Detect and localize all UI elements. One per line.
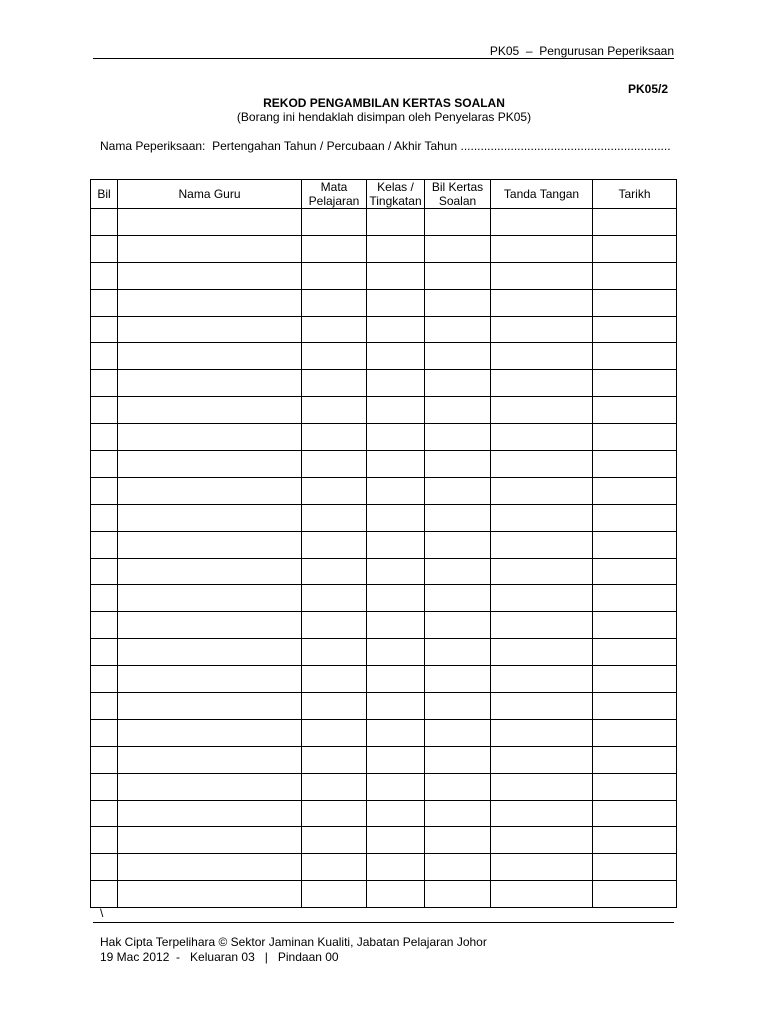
table-cell — [425, 424, 491, 451]
table-cell — [491, 800, 593, 827]
table-cell — [593, 585, 677, 612]
table-cell — [593, 451, 677, 478]
table-cell — [491, 719, 593, 746]
table-cell — [91, 316, 118, 343]
table-cell — [367, 343, 425, 370]
table-cell — [491, 370, 593, 397]
col-header-tanda-tangan — [491, 180, 593, 209]
table-cell — [425, 262, 491, 289]
table-cell — [425, 693, 491, 720]
table-cell — [491, 397, 593, 424]
table-cell — [491, 746, 593, 773]
table-cell — [367, 639, 425, 666]
table-cell — [91, 424, 118, 451]
table-cell — [491, 316, 593, 343]
table-cell — [118, 316, 302, 343]
table-cell — [118, 424, 302, 451]
table-cell — [118, 477, 302, 504]
table-cell — [491, 639, 593, 666]
table-row — [91, 370, 677, 397]
table-row — [91, 773, 677, 800]
table-row — [91, 504, 677, 531]
table-cell — [118, 800, 302, 827]
table-cell — [593, 289, 677, 316]
table-cell — [118, 235, 302, 262]
table-cell — [118, 451, 302, 478]
col-header-line: Kelas / — [377, 180, 414, 194]
table-row — [91, 343, 677, 370]
table-cell — [425, 235, 491, 262]
footer-release-info: 19 Mac 2012 - Keluaran 03 | Pindaan 00 — [100, 950, 339, 964]
table-cell — [118, 612, 302, 639]
table-cell — [118, 558, 302, 585]
table-cell — [593, 397, 677, 424]
table-cell — [425, 370, 491, 397]
table-cell — [425, 504, 491, 531]
table-cell — [91, 235, 118, 262]
table-cell — [491, 854, 593, 881]
table-cell — [367, 235, 425, 262]
footer-copyright: Hak Cipta Terpelihara © Sektor Jaminan Kualiti, Jabatan Pelajaran Johor — [100, 935, 487, 949]
table-cell — [302, 827, 367, 854]
table-cell — [367, 800, 425, 827]
table-cell — [302, 316, 367, 343]
exam-name-line — [100, 139, 671, 153]
table-body — [91, 209, 677, 908]
table-cell — [491, 343, 593, 370]
table-cell — [425, 531, 491, 558]
table-cell — [425, 316, 491, 343]
table-row — [91, 477, 677, 504]
table-cell — [367, 289, 425, 316]
table-row — [91, 397, 677, 424]
table-row — [91, 289, 677, 316]
table-cell — [425, 612, 491, 639]
table-row — [91, 209, 677, 236]
col-header-tarikh — [593, 180, 677, 209]
table-cell — [302, 343, 367, 370]
table-row — [91, 262, 677, 289]
table-cell — [491, 289, 593, 316]
table-cell — [91, 719, 118, 746]
table-cell — [367, 397, 425, 424]
table-cell — [593, 639, 677, 666]
table-cell — [425, 558, 491, 585]
table-cell — [425, 827, 491, 854]
table-cell — [491, 558, 593, 585]
table-cell — [593, 209, 677, 236]
table-cell — [491, 612, 593, 639]
table-cell — [302, 397, 367, 424]
table-cell — [491, 585, 593, 612]
table-cell — [367, 451, 425, 478]
table-cell — [367, 854, 425, 881]
col-header-line: Pelajaran — [308, 194, 360, 208]
table-cell — [367, 262, 425, 289]
col-header-kelas-tingkatan — [367, 180, 425, 209]
table-cell — [118, 370, 302, 397]
exam-name-label: Nama Peperiksaan: — [100, 139, 213, 153]
table-cell — [118, 209, 302, 236]
table-cell — [302, 666, 367, 693]
table-cell — [425, 639, 491, 666]
table-cell — [593, 477, 677, 504]
table-cell — [425, 585, 491, 612]
table-cell — [302, 881, 367, 908]
table-cell — [593, 693, 677, 720]
stray-backslash-mark: \ — [100, 906, 104, 920]
header-rule — [93, 58, 674, 59]
table-cell — [425, 289, 491, 316]
table-cell — [491, 881, 593, 908]
col-header-line: Bil — [97, 187, 111, 201]
table-cell — [302, 800, 367, 827]
table-cell — [91, 504, 118, 531]
table-cell — [593, 854, 677, 881]
table-cell — [593, 800, 677, 827]
table-row — [91, 854, 677, 881]
col-header-line: Bil Kertas — [431, 180, 484, 194]
table-cell — [367, 585, 425, 612]
table-cell — [118, 262, 302, 289]
table-cell — [302, 370, 367, 397]
table-cell — [367, 424, 425, 451]
table-cell — [302, 558, 367, 585]
running-header-title: PK05 – Pengurusan Peperiksaan — [489, 44, 674, 58]
table-cell — [91, 800, 118, 827]
table-cell — [367, 504, 425, 531]
table-cell — [425, 477, 491, 504]
col-header-mata-pelajaran — [302, 180, 367, 209]
table-cell — [367, 746, 425, 773]
table-cell — [491, 666, 593, 693]
table-cell — [302, 773, 367, 800]
table-row — [91, 612, 677, 639]
table-row — [91, 451, 677, 478]
table-cell — [367, 531, 425, 558]
table-cell — [593, 370, 677, 397]
table-cell — [91, 370, 118, 397]
table-cell — [491, 773, 593, 800]
table-cell — [593, 558, 677, 585]
col-header-line: Nama Guru — [178, 187, 241, 201]
table-cell — [425, 773, 491, 800]
table-row — [91, 316, 677, 343]
table-cell — [91, 746, 118, 773]
table-cell — [593, 719, 677, 746]
table-cell — [491, 424, 593, 451]
table-cell — [118, 746, 302, 773]
table-cell — [302, 504, 367, 531]
table-cell — [425, 451, 491, 478]
table-cell — [91, 854, 118, 881]
table-cell — [91, 289, 118, 316]
table-cell — [118, 531, 302, 558]
table-cell — [118, 585, 302, 612]
table-cell — [302, 746, 367, 773]
exam-name-options: Pertengahan Tahun / Percubaan / Akhir Tahun — [212, 139, 461, 153]
table-cell — [91, 531, 118, 558]
table-cell — [302, 451, 367, 478]
table-cell — [118, 666, 302, 693]
col-header-line: Tingkatan — [369, 194, 422, 208]
table-row — [91, 424, 677, 451]
table-cell — [593, 827, 677, 854]
table-cell — [491, 827, 593, 854]
form-subtitle: (Borang ini hendaklah disimpan oleh Penyelaras PK05) — [236, 110, 532, 124]
table-cell — [367, 666, 425, 693]
table-cell — [91, 827, 118, 854]
col-header-line: Mata — [320, 180, 348, 194]
table-cell — [118, 773, 302, 800]
table-cell — [302, 424, 367, 451]
table-cell — [91, 612, 118, 639]
table-cell — [302, 854, 367, 881]
table-cell — [91, 343, 118, 370]
col-header-bil-kertas-soalan — [425, 180, 491, 209]
form-code: PK05/2 — [627, 82, 668, 96]
table-cell — [367, 477, 425, 504]
table-cell — [593, 504, 677, 531]
table-cell — [491, 209, 593, 236]
form-title: REKOD PENGAMBILAN KERTAS SOALAN — [263, 96, 505, 110]
table-row — [91, 235, 677, 262]
table-cell — [425, 209, 491, 236]
table-cell — [302, 693, 367, 720]
table-cell — [302, 235, 367, 262]
table-cell — [491, 451, 593, 478]
table-cell — [91, 693, 118, 720]
table-cell — [425, 746, 491, 773]
table-cell — [118, 827, 302, 854]
table-cell — [425, 666, 491, 693]
table-cell — [491, 477, 593, 504]
table-cell — [491, 235, 593, 262]
table-cell — [425, 343, 491, 370]
table-cell — [118, 289, 302, 316]
table-row — [91, 531, 677, 558]
table-cell — [367, 612, 425, 639]
table-cell — [593, 666, 677, 693]
table-cell — [425, 397, 491, 424]
table-cell — [425, 881, 491, 908]
table-cell — [91, 639, 118, 666]
table-cell — [91, 209, 118, 236]
table-cell — [367, 558, 425, 585]
record-table — [90, 179, 677, 908]
table-cell — [302, 639, 367, 666]
table-row — [91, 666, 677, 693]
table-cell — [91, 451, 118, 478]
table-cell — [593, 424, 677, 451]
table-cell — [491, 504, 593, 531]
col-header-line: Tarikh — [618, 187, 651, 201]
table-cell — [91, 666, 118, 693]
table-row — [91, 746, 677, 773]
table-cell — [367, 209, 425, 236]
col-header-line: Soalan — [438, 194, 477, 208]
table-cell — [91, 585, 118, 612]
table-cell — [491, 262, 593, 289]
table-cell — [425, 719, 491, 746]
table-cell — [91, 397, 118, 424]
table-cell — [425, 854, 491, 881]
table-cell — [593, 343, 677, 370]
table-row — [91, 881, 677, 908]
table-cell — [91, 773, 118, 800]
table-cell — [91, 558, 118, 585]
table-cell — [118, 719, 302, 746]
table-cell — [367, 719, 425, 746]
table-cell — [91, 477, 118, 504]
col-header-bil — [91, 180, 118, 209]
table-row — [91, 800, 677, 827]
exam-name-fill-dots: ............................................................... — [460, 139, 671, 153]
table-cell — [593, 612, 677, 639]
table-cell — [491, 693, 593, 720]
table-cell — [118, 854, 302, 881]
table-cell — [593, 773, 677, 800]
table-row — [91, 693, 677, 720]
table-cell — [367, 881, 425, 908]
table-cell — [593, 262, 677, 289]
table-cell — [91, 262, 118, 289]
table-cell — [302, 612, 367, 639]
table-row — [91, 585, 677, 612]
table-cell — [91, 881, 118, 908]
table-cell — [118, 693, 302, 720]
table-row — [91, 719, 677, 746]
table-cell — [118, 639, 302, 666]
table-row — [91, 639, 677, 666]
table-cell — [593, 881, 677, 908]
table-cell — [302, 289, 367, 316]
table-cell — [593, 746, 677, 773]
table-cell — [367, 693, 425, 720]
table-cell — [302, 585, 367, 612]
col-header-line: Tanda Tangan — [503, 187, 580, 201]
footer-rule — [93, 922, 674, 923]
table-cell — [367, 827, 425, 854]
table-cell — [302, 262, 367, 289]
table-cell — [302, 477, 367, 504]
table-cell — [118, 397, 302, 424]
table-cell — [367, 773, 425, 800]
table-header-row — [91, 180, 677, 209]
col-header-nama-guru — [118, 180, 302, 209]
table-cell — [302, 209, 367, 236]
table-cell — [302, 719, 367, 746]
table-cell — [302, 531, 367, 558]
table-cell — [118, 343, 302, 370]
table-cell — [593, 235, 677, 262]
table-cell — [367, 370, 425, 397]
table-cell — [118, 504, 302, 531]
table-cell — [367, 316, 425, 343]
table-row — [91, 558, 677, 585]
table-cell — [491, 531, 593, 558]
table-cell — [425, 800, 491, 827]
table-cell — [593, 316, 677, 343]
table-cell — [593, 531, 677, 558]
table-row — [91, 827, 677, 854]
table-cell — [118, 881, 302, 908]
